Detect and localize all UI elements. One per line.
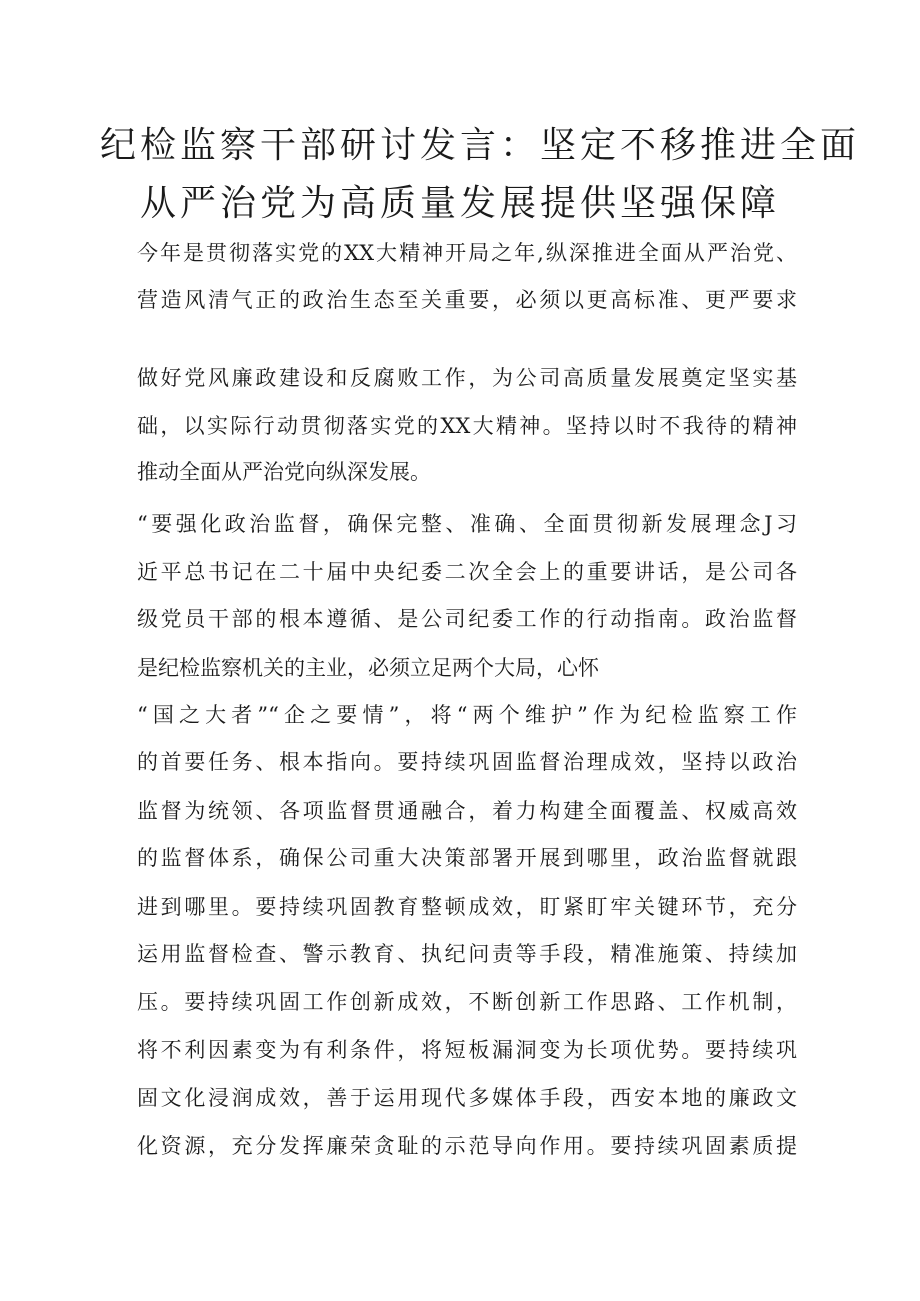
body-line: 今年是贯彻落实党的XX大精神开局之年,纵深推进全面从严治党、 (137, 241, 797, 265)
body-line: 营造风清气正的政治生态至关重要，必须以更高标准、更严要求 (137, 288, 797, 312)
body-line: 将不利因素变为有利条件，将短板漏洞变为长项优势。要持续巩 (137, 1038, 797, 1062)
body-line: 运用监督检查、警示教育、执纪问责等手段，精准施策、持续加 (137, 942, 797, 966)
body-line: 压。要持续巩固工作创新成效，不断创新工作思路、工作机制， (137, 990, 797, 1014)
body-line: 监督为统领、各项监督贯通融合，着力构建全面覆盖、权威高效 (137, 799, 797, 823)
body-line: 的监督体系，确保公司重大决策部署开展到哪里，政治监督就跟 (137, 846, 797, 870)
body-line: 的首要任务、根本指向。要持续巩固监督治理成效，坚持以政治 (137, 750, 797, 774)
body-line: 做好党风廉政建设和反腐败工作，为公司高质量发展奠定坚实基 (137, 366, 797, 390)
body-line: “要强化政治监督，确保完整、准确、全面贯彻新发展理念J习 (137, 512, 797, 536)
document-title-line-2: 从严治党为高质量发展提供坚强保障 (139, 183, 780, 224)
body-line: 近平总书记在二十届中央纪委二次全会上的重要讲话，是公司各 (137, 560, 797, 584)
body-line: “国之大者”“企之要情”，将“两个维护”作为纪检监察工作 (137, 703, 797, 727)
body-line: 进到哪里。要持续巩固教育整顿成效，盯紧盯牢关键环节，充分 (137, 895, 797, 919)
document-title-line-1: 纪检监察干部研讨发言：坚定不移推进全面 (100, 125, 861, 166)
body-line: 推动全面从严治党向纵深发展。 (137, 460, 431, 484)
body-line: 是纪检监察机关的主业，必须立足两个大局，心怀 (137, 656, 599, 680)
body-line: 化资源，充分发挥廉荣贪耻的示范导向作用。要持续巩固素质提 (137, 1134, 797, 1158)
body-line: 础，以实际行动贯彻落实党的XX大精神。坚持以时不我待的精神 (137, 414, 797, 438)
body-line: 级党员干部的根本遵循、是公司纪委工作的行动指南。政治监督 (137, 607, 797, 631)
body-line: 固文化浸润成效，善于运用现代多媒体手段，西安本地的廉政文 (137, 1086, 797, 1110)
